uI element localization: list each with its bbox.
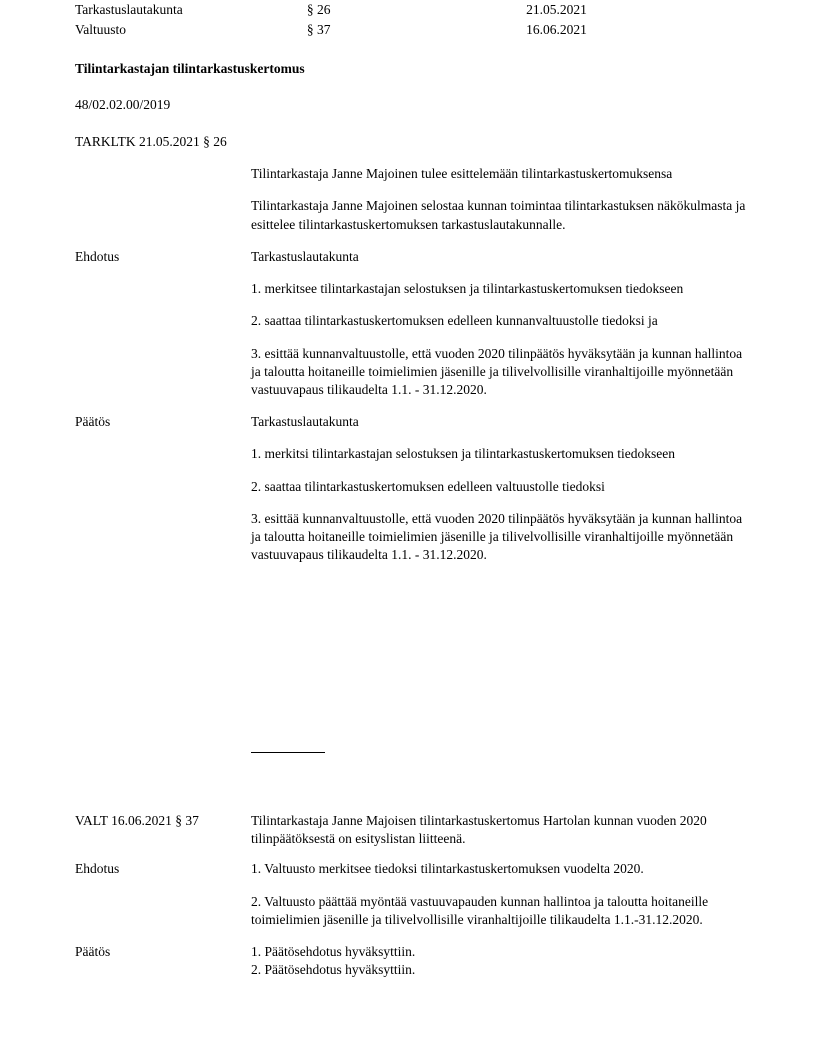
row-label: Ehdotus <box>75 248 120 264</box>
paragraph: 2. saattaa tilintarkastuskertomuksen edelleen valtuustolle tiedoksi <box>251 478 605 494</box>
paragraph: 1. Päätösehdotus hyväksyttiin. <box>251 944 416 960</box>
row-label: Ehdotus <box>75 861 120 877</box>
paragraph: 2. saattaa tilintarkastuskertomuksen edelleen kunnanvaltuustolle tiedoksi ja <box>251 313 658 329</box>
section-heading: TARKLTK 21.05.2021 § 26 <box>75 134 227 149</box>
row-body <box>251 413 755 564</box>
block-ehdotus <box>75 860 755 929</box>
meta-section: § 26 <box>306 2 331 17</box>
paragraph: Tarkastuslautakunta <box>251 248 359 264</box>
row-body <box>251 860 755 929</box>
paragraph: 2. Valtuusto päättää myöntää vastuuvapauden kunnan hallintoa ja taloutta hoitaneille toimielimien jäsenille ja tilivelvollisille viranhaltijoille tilikaudelta 1.1.-31.12.2020. <box>251 893 709 927</box>
paragraph: 2. Päätösehdotus hyväksyttiin. <box>251 962 416 978</box>
meta-section: § 37 <box>306 21 331 37</box>
section-tarkltk <box>75 133 755 579</box>
paragraph: 3. esittää kunnanvaltuustolle, että vuoden 2020 tilinpäätös hyväksytään ja kunnan hallintoa ja taloutta hoitaneille toimielimien jäsenille ja tilivelvollisille viranhaltijoille myönnetään vastuuvapaus tilikaudelta 1.1. - 31.12.2020. <box>251 345 743 397</box>
table-row <box>75 22 735 42</box>
section-heading-row <box>75 812 755 848</box>
paragraph: 3. esittää kunnanvaltuustolle, että vuoden 2020 tilinpäätös hyväksytään ja kunnan hallintoa ja taloutta hoitaneille toimielimien jäsenille ja tilivelvollisille viranhaltijoille myönnetään vastuuvapaus tilikaudelta 1.1. - 31.12.2020. <box>251 510 743 563</box>
paragraph: Tilintarkastaja Janne Majoinen selostaa kunnan toimintaa tilintarkastuksen näkökulmasta ja esittelee tilintarkastuskertomuksen tarkastuslautakunnalle. <box>251 198 746 232</box>
section-divider <box>251 752 325 753</box>
section-valt <box>75 812 755 994</box>
paragraph: Tilintarkastaja Janne Majoinen tulee esittelemään tilintarkastuskertomuksensa <box>251 166 673 182</box>
block-ehdotus <box>75 248 755 399</box>
paragraph: 1. merkitsee tilintarkastajan selostuksen ja tilintarkastuskertomuksen tiedokseen <box>251 281 684 297</box>
meta-organ: Tarkastuslautakunta <box>75 2 183 17</box>
row-body <box>251 943 755 979</box>
paragraph: 1. Valtuusto merkitsee tiedoksi tilintarkastuskertomuksen vuodelta 2020. <box>251 861 644 877</box>
block-paatos <box>75 943 755 979</box>
meta-organ: Valtuusto <box>75 21 127 37</box>
table-row <box>75 2 735 22</box>
paragraph: Tarkastuslautakunta <box>251 414 359 430</box>
row-body <box>251 248 755 399</box>
paragraph: Tilintarkastaja Janne Majoisen tilintarkastuskertomus Hartolan kunnan vuoden 2020 tilinpäätöksestä on esityslistan liitteenä. <box>251 813 707 847</box>
row-label: Päätös <box>75 944 111 960</box>
page-title: Tilintarkastajan tilintarkastuskertomus <box>75 61 305 76</box>
meta-date: 16.06.2021 <box>526 21 587 37</box>
section-heading: VALT 16.06.2021 § 37 <box>75 813 199 828</box>
row-body <box>251 812 755 848</box>
section-intro-row <box>75 165 755 234</box>
meta-table <box>75 2 735 42</box>
paragraph: 1. merkitsi tilintarkastajan selostuksen ja tilintarkastuskertomuksen tiedokseen <box>251 446 676 462</box>
row-body <box>251 165 755 234</box>
document-id: 48/02.02.00/2019 <box>75 97 171 112</box>
block-paatos <box>75 413 755 564</box>
meta-date: 21.05.2021 <box>526 2 587 17</box>
row-label: Päätös <box>75 414 111 430</box>
